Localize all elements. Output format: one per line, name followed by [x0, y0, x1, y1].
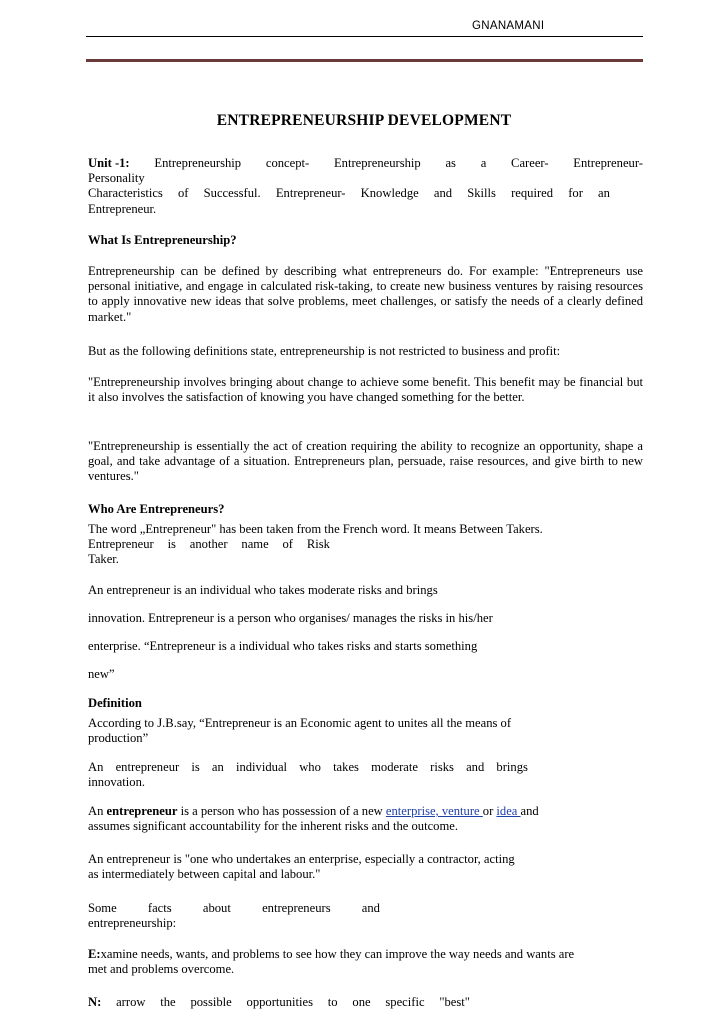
unit-line-4: Entrepreneur.: [88, 201, 157, 216]
who-word: of: [282, 537, 293, 552]
unit-word: Entrepreneur-: [573, 156, 643, 170]
header-rule-thin: [86, 36, 643, 37]
def-text: and: [520, 804, 539, 818]
who-are-paragraph-4: enterprise. “Entrepreneur is a individual who takes risks and starts something: [88, 639, 478, 653]
facts-n-word: possible: [190, 995, 232, 1009]
definition-p4-line-2: as intermediately between capital and labour.": [88, 867, 321, 882]
facts-n-letter: N:: [88, 995, 102, 1009]
who-are-line-3: Taker.: [88, 552, 119, 567]
what-is-paragraph-4: "Entrepreneurship is essentially the act of creation requiring the ability to recognize an opportunity, shape a goal, and take advantage of a situation. Entrepreneurs plan, persuade, raise resources, and give birth to new ventures.": [88, 439, 643, 484]
who-word: Entrepreneur: [88, 537, 154, 552]
definition-paragraph-2: [88, 760, 643, 790]
facts-n-word: specific: [385, 995, 425, 1009]
facts-n-paragraph: [88, 995, 643, 1010]
what-is-paragraph-2: But as the following definitions state, entrepreneurship is not restricted to business and profit:: [88, 344, 561, 358]
facts-n-word: "best": [439, 995, 470, 1009]
heading-what-is: What Is Entrepreneurship?: [88, 233, 237, 247]
facts-n-word: to: [327, 995, 338, 1009]
unit-block: [88, 156, 643, 217]
def-word: moderate: [371, 760, 418, 774]
what-is-paragraph-3: "Entrepreneurship involves bringing about change to achieve some benefit. This benefit may be financial but it also involves the satisfaction of knowing you have changed something for the better.: [88, 375, 643, 405]
def-word: entrepreneur: [115, 760, 180, 774]
page-title: ENTREPRENEURSHIP DEVELOPMENT: [216, 112, 512, 129]
who-word: Risk: [306, 537, 330, 552]
facts-word: entrepreneurs: [262, 901, 331, 915]
definition-line-2: production”: [88, 731, 149, 746]
def-word: risks: [430, 760, 454, 774]
unit-word: Entrepreneurship: [333, 156, 421, 170]
definition-paragraph-4: [88, 852, 643, 882]
unit-word: Successful.: [203, 186, 261, 201]
facts-e-line-2: met and problems overcome.: [88, 962, 235, 977]
facts-n-word: the: [160, 995, 176, 1009]
unit-word: of: [178, 186, 189, 201]
facts-n-word: one: [352, 995, 371, 1009]
unit-word: and: [433, 186, 453, 201]
enterprise-venture-link[interactable]: enterprise, venture: [385, 804, 483, 818]
facts-e-letter: E:: [88, 947, 101, 961]
facts-word: about: [202, 901, 231, 915]
who-word: name: [241, 537, 269, 552]
unit-word: Career-: [511, 156, 549, 170]
unit-word: a: [480, 156, 487, 170]
who-word: another: [189, 537, 228, 552]
def-text: or: [482, 804, 497, 818]
who-are-paragraph-5: new”: [88, 667, 115, 681]
facts-n-word: arrow: [116, 995, 146, 1009]
header-rule-thick: [86, 59, 643, 62]
def-word: takes: [333, 760, 359, 774]
unit-word: an: [598, 186, 610, 201]
idea-link[interactable]: idea: [496, 804, 521, 818]
definition-line-2b: innovation.: [88, 775, 146, 790]
facts-line-2: entrepreneurship:: [88, 916, 177, 931]
def-bold-term: entrepreneur: [106, 804, 178, 818]
facts-e-text: xamine needs, wants, and problems to see how they can improve the way needs and wants are: [100, 947, 575, 961]
definition-paragraph-1: [88, 716, 643, 746]
who-word: is: [167, 537, 176, 552]
what-is-paragraph-1: Entrepreneurship can be defined by describing what entrepreneurs do. For example: "Entrepreneurs use personal initiative, and engage in calculated risk-taking, to create new business ventures by raising resources to apply innovative new ideas that solve problems, meet challenges, or satisfy the needs of a clearly defined market.": [88, 264, 643, 324]
facts-n-word: opportunities: [246, 995, 313, 1009]
unit-label: Unit -1:: [88, 156, 130, 170]
unit-word: required: [511, 186, 554, 201]
who-are-row-2: [88, 537, 330, 552]
def-word: who: [299, 760, 321, 774]
who-are-paragraph-2: An entrepreneur is an individual who takes moderate risks and brings: [88, 583, 438, 597]
definition-line-1: According to J.B.say, “Entrepreneur is an Economic agent to unites all the means of: [88, 716, 512, 730]
unit-word: for: [568, 186, 583, 201]
facts-n-row: [88, 995, 470, 1010]
def-text: is a person who has possession of a new: [177, 804, 386, 818]
definition-p4-line-1: An entrepreneur is "one who undertakes an enterprise, especially a contractor, acting: [88, 852, 515, 866]
def-word: brings: [496, 760, 528, 774]
unit-word: Characteristics: [88, 186, 163, 201]
definition-p3-line-1: [88, 804, 643, 819]
unit-word: as: [445, 156, 456, 170]
facts-word: facts: [147, 901, 172, 915]
def-word: is: [191, 760, 200, 774]
definition-paragraph-3: [88, 804, 643, 834]
facts-e-paragraph: [88, 947, 643, 977]
unit-row-3: [88, 186, 610, 201]
unit-word: Knowledge: [360, 186, 419, 201]
header-author: GNANAMANI: [472, 20, 545, 32]
def-word: individual: [235, 760, 288, 774]
unit-row-1: [88, 156, 643, 171]
facts-word: and: [361, 901, 380, 915]
def-word: an: [211, 760, 224, 774]
unit-word: Entrepreneur-: [275, 186, 346, 201]
facts-row-1: [88, 901, 380, 916]
facts-intro: [88, 901, 643, 931]
unit-line-2: Personality: [88, 171, 145, 186]
unit-word: concept-: [265, 156, 310, 170]
heading-definition: Definition: [88, 696, 142, 710]
def-word: An: [88, 760, 104, 774]
def-text: An: [88, 804, 107, 818]
who-are-paragraph-3: innovation. Entrepreneur is a person who organises/ manages the risks in his/her: [88, 611, 493, 625]
facts-e-line-1: [88, 947, 643, 962]
definition-p3-line-2: assumes significant accountability for the inherent risks and the outcome.: [88, 819, 459, 834]
unit-word: Skills: [467, 186, 496, 201]
who-are-paragraph-1: [88, 522, 643, 568]
facts-word: Some: [88, 901, 117, 915]
def-word: and: [466, 760, 485, 774]
who-are-line-1: The word „Entrepreneur" has been taken from the French word. It means Between Takers.: [88, 522, 543, 536]
heading-who-are: Who Are Entrepreneurs?: [88, 502, 225, 516]
definition-row-1: [88, 760, 528, 775]
unit-word: Entrepreneurship: [154, 156, 242, 170]
